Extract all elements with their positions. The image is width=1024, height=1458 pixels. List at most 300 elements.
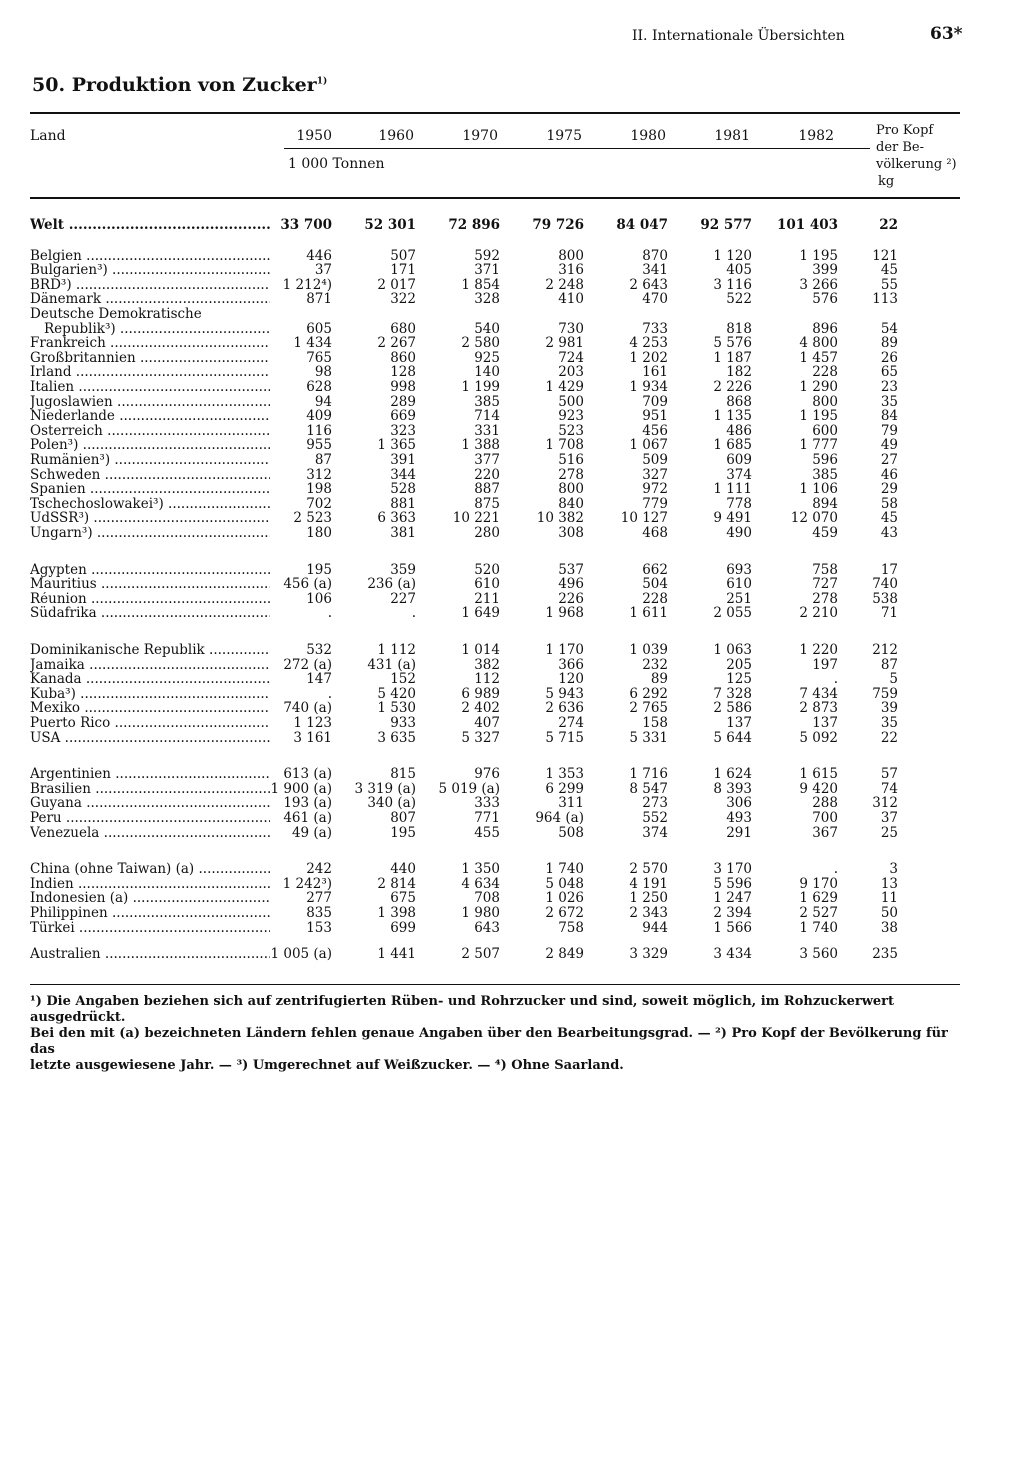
table-row [0,826,1024,841]
cell-1980: 232 [642,656,668,673]
cell-1981: 2 226 [713,379,752,395]
cell-per-capita: 13 [880,875,898,892]
cell-per-capita: 87 [880,656,898,673]
cell-1980: 327 [642,466,668,483]
cell-1970: 382 [474,656,500,673]
cell-1960: 5 420 [377,685,416,702]
per-capita-line-3: völkerung ²) [876,157,957,172]
cell-1970: 2 507 [461,946,500,963]
cell-1960: 528 [390,481,416,498]
cell-1981: 486 [726,422,752,439]
table-row [0,592,1024,607]
cell-1970: 328 [474,291,500,308]
cell-1975: 5 943 [545,685,584,702]
row-label: Rumänien³) ..... [30,453,270,468]
cell-1981: 205 [726,656,752,673]
cell-1950: 1 005 (a) [270,946,332,963]
cell-1982: 1 777 [799,437,838,454]
cell-1975: 1 968 [545,605,584,622]
cell-1960: 1 365 [377,437,416,454]
cell-1982: 1 615 [799,766,838,783]
cell-per-capita: 84 [880,408,898,425]
cell-1970: 371 [474,262,500,279]
cell-1980: 4 253 [629,335,668,352]
cell-1982: 596 [812,452,838,468]
cell-1981: 5 596 [713,875,752,892]
cell-1970: 1 388 [461,437,500,454]
cell-1960: 860 [390,349,416,366]
cell-per-capita: 43 [880,525,898,541]
row-label: Réunion ..... [30,592,270,607]
cell-1960: 3 635 [377,729,416,746]
cell-1980: 1 067 [629,437,668,454]
cell-1950: . [327,685,332,702]
cell-1975: 508 [558,824,584,841]
cell-1982: 800 [812,393,838,410]
row-label: Kuba³) ..... [30,687,270,702]
cell-1981: 5 644 [713,729,752,746]
cell-1981: 405 [726,262,752,279]
cell-1960: 2 814 [377,875,416,892]
cell-1975: 964 (a) [535,810,584,826]
table-row [0,811,1024,826]
cell-1980: 1 611 [629,605,668,622]
cell-1981: 1 135 [713,408,752,425]
cell-1970: 540 [474,320,500,337]
cell-1950: 98 [314,364,332,381]
cell-1981: 693 [726,561,752,578]
cell-1975: 1 429 [545,379,584,395]
year-header-1980: 1980 [630,128,666,144]
cell-1980: 2 570 [629,861,668,878]
row-label: Jamaika ..... [30,658,270,673]
cell-1970: 407 [474,715,500,731]
cell-1982: 2 527 [799,905,838,921]
cell-1970: 1 350 [461,861,500,878]
table-row [0,526,1024,541]
cell-1970: 5 019 (a) [438,780,500,797]
cell-1950: 446 [306,247,332,264]
cell-1970: 2 580 [461,335,500,352]
cell-1950: 33 700 [280,217,332,233]
cell-1981: 2 055 [713,605,752,622]
cell-1950: 835 [306,905,332,921]
table-row [0,862,1024,877]
table-row [0,249,1024,264]
cell-1960: 507 [390,247,416,264]
row-label: UdSSR³) ..... [30,511,270,526]
year-header-1960: 1960 [378,128,414,144]
running-head: II. Internationale Übersichten [632,28,845,44]
cell-1981: 1 187 [713,349,752,366]
cell-1982: 1 106 [799,481,838,498]
cell-1960: 359 [390,561,416,578]
cell-1982: 1 740 [799,919,838,936]
row-label: Großbritannien ..... [30,351,270,366]
cell-1975: 366 [558,656,584,673]
cell-1970: 1 854 [461,276,500,293]
cell-per-capita: 58 [880,495,898,512]
table-row [0,497,1024,512]
cell-1970: 331 [474,422,500,439]
cell-1980: 228 [642,590,668,607]
cell-1975: 6 299 [545,780,584,797]
cell-per-capita: 71 [880,605,898,622]
table-row [0,380,1024,395]
cell-1980: 5 331 [629,729,668,746]
cell-1980: 273 [642,795,668,812]
cell-1950: 1 123 [293,715,332,731]
cell-per-capita: 74 [880,780,898,797]
table-row [0,409,1024,424]
footnote-line-2: Bei den mit (a) bezeichneten Ländern fehlen genaue Angaben über den Bearbeitungsgrad. — ²) Pro Kopf der Bevölkerung für das [30,1026,948,1057]
cell-1975: 5 048 [545,875,584,892]
cell-1981: 868 [726,393,752,410]
table-row [0,658,1024,673]
footnote-line-1: ¹) Die Angaben beziehen sich auf zentrifugierten Rüben- und Rohrzucker und sind, soweit möglich, im Rohzuckerwert ausgedrückt. [30,994,895,1025]
cell-1950: 180 [306,525,332,541]
per-capita-header [876,122,957,190]
cell-1975: 203 [558,364,584,381]
cell-1980: 552 [642,810,668,826]
row-label: Brasilien ..... [30,782,270,797]
cell-1975: 1 708 [545,437,584,454]
cell-1980: 870 [642,247,668,264]
cell-1980: 709 [642,393,668,410]
cell-1982: 9 420 [799,780,838,797]
cell-per-capita: 11 [880,890,898,907]
table-row [0,782,1024,797]
top-rule [30,112,960,114]
cell-1975: 840 [558,495,584,512]
table-row [0,482,1024,497]
table-row [0,687,1024,702]
table-row [0,424,1024,439]
cell-1981: 374 [726,466,752,483]
table-row [0,395,1024,410]
cell-per-capita: 49 [880,437,898,454]
cell-1950: 1 212⁴) [282,276,332,293]
cell-1950: 193 (a) [283,795,332,812]
cell-1982: 9 170 [799,875,838,892]
cell-1960: 2 017 [377,276,416,293]
year-header-1970: 1970 [462,128,498,144]
cell-1950: 1 242³) [282,875,332,892]
cell-per-capita: 54 [880,320,898,337]
table-row [0,796,1024,811]
cell-1970: 714 [474,408,500,425]
cell-per-capita: 39 [880,700,898,717]
table-row [0,278,1024,293]
cell-per-capita: 3 [889,861,898,878]
cell-1980: 3 329 [629,946,668,963]
cell-1980: 84 047 [616,217,668,233]
table-row [0,716,1024,731]
cell-1975: 2 248 [545,276,584,293]
cell-1960: 322 [390,291,416,308]
cell-1960: . [411,605,416,622]
cell-1980: 10 127 [620,510,668,527]
row-label: Republik³) ..... [44,322,270,337]
row-label: China (ohne Taiwan) (a) ..... [30,862,270,877]
cell-1982: 894 [812,495,838,512]
cell-per-capita: 5 [889,671,898,688]
cell-1981: 251 [726,590,752,607]
cell-1950: 532 [306,642,332,658]
row-label: Ungarn³) ..... [30,526,270,541]
table-row [0,906,1024,921]
table-row [0,263,1024,278]
cell-1981: 3 434 [713,946,752,963]
cell-1982: 385 [812,466,838,483]
cell-1982: 228 [812,364,838,381]
cell-1960: 933 [390,715,416,731]
cell-1950: 87 [314,452,332,468]
table-row [0,438,1024,453]
cell-1975: 523 [558,422,584,439]
row-label: USA ..... [30,731,270,746]
cell-1982: 1 629 [799,890,838,907]
cell-per-capita: 312 [872,795,898,812]
cell-1975: 2 849 [545,946,584,963]
cell-1970: 771 [474,810,500,826]
row-label: Südafrika ..... [30,606,270,621]
cell-1975: 724 [558,349,584,366]
footnote-rule [30,984,960,985]
row-label: Australien ..... [30,947,270,962]
cell-1970: 708 [474,890,500,907]
cell-1970: 6 989 [461,685,500,702]
cell-1982: 896 [812,320,838,337]
cell-1980: 972 [642,481,668,498]
cell-1960: 1 112 [377,642,416,658]
row-label: Kanada ..... [30,672,270,687]
cell-1981: 2 586 [713,700,752,717]
cell-1960: 1 398 [377,905,416,921]
cell-1960: 381 [390,525,416,541]
cell-1975: 516 [558,452,584,468]
cell-1970: 112 [474,671,500,688]
cell-1950: 272 (a) [283,656,332,673]
cell-1981: 778 [726,495,752,512]
table-row [0,351,1024,366]
table-row [0,643,1024,658]
cell-1975: 5 715 [545,729,584,746]
cell-1982: 1 195 [799,408,838,425]
cell-1980: 470 [642,291,668,308]
row-label: BRD³) ..... [30,278,270,293]
row-label: Venezuela ..... [30,826,270,841]
cell-1980: 662 [642,561,668,578]
cell-1970: 2 402 [461,700,500,717]
cell-1981: 125 [726,671,752,688]
cell-1981: 1 063 [713,642,752,658]
cell-1982: 1 220 [799,642,838,658]
cell-1980: 733 [642,320,668,337]
cell-1970: 140 [474,364,500,381]
cell-1981: 1 111 [713,481,752,498]
cell-1975: 278 [558,466,584,483]
cell-1982: 1 290 [799,379,838,395]
cell-1970: 1 199 [461,379,500,395]
cell-1950: 871 [306,291,332,308]
cell-1980: 1 716 [629,766,668,783]
cell-per-capita: 35 [880,393,898,410]
cell-1970: 385 [474,393,500,410]
table-row [0,891,1024,906]
cell-per-capita: 25 [880,824,898,841]
cell-per-capita: 740 [872,576,898,593]
cell-1970: 5 327 [461,729,500,746]
row-label: Irland ..... [30,365,270,380]
cell-1970: 280 [474,525,500,541]
table-row [0,468,1024,483]
cell-1960: 1 441 [377,946,416,963]
cell-1950: 2 523 [293,510,332,527]
cell-per-capita: 29 [880,481,898,498]
cell-per-capita: 27 [880,452,898,468]
cell-1975: 79 726 [532,217,584,233]
cell-1975: 1 170 [545,642,584,658]
cell-1981: 291 [726,824,752,841]
row-label: Österreich ..... [30,424,270,439]
cell-1950: . [327,605,332,622]
cell-1982: 727 [812,576,838,593]
table-number: 50. [32,74,66,96]
row-label: Belgien ..... [30,249,270,264]
cell-1970: 520 [474,561,500,578]
cell-1981: 1 566 [713,919,752,936]
row-label: Schweden ..... [30,468,270,483]
cell-1975: 226 [558,590,584,607]
table-row [0,672,1024,687]
cell-1950: 1 900 (a) [270,780,332,797]
cell-1982: 3 560 [799,946,838,963]
cell-per-capita: 17 [880,561,898,578]
cell-1980: 456 [642,422,668,439]
cell-per-capita: 212 [872,642,898,658]
cell-1982: 3 266 [799,276,838,293]
cell-1960: 431 (a) [367,656,416,673]
cell-1982: 137 [812,715,838,731]
cell-1960: 227 [390,590,416,607]
table-row [0,606,1024,621]
cell-1950: 613 (a) [283,766,332,783]
row-label: Indien ..... [30,877,270,892]
row-label: Frankreich ..... [30,336,270,351]
cell-1950: 456 (a) [283,576,332,593]
cell-1980: 468 [642,525,668,541]
cell-1981: 9 491 [713,510,752,527]
cell-1970: 211 [474,590,500,607]
cell-1975: 500 [558,393,584,410]
cell-1982: 5 092 [799,729,838,746]
cell-1975: 120 [558,671,584,688]
cell-1950: 147 [306,671,332,688]
cell-1970: 643 [474,919,500,936]
cell-1982: 101 403 [776,217,838,233]
cell-1950: 628 [306,379,332,395]
cell-1970: 925 [474,349,500,366]
cell-per-capita: 45 [880,510,898,527]
cell-per-capita: 38 [880,919,898,936]
cell-per-capita: 235 [872,946,898,963]
column-header-land: Land [30,128,66,144]
cell-1980: 1 039 [629,642,668,658]
cell-1950: 955 [306,437,332,454]
cell-1960: 2 267 [377,335,416,352]
table-row [0,453,1024,468]
cell-1981: 5 576 [713,335,752,352]
cell-1981: 1 247 [713,890,752,907]
table-row [0,877,1024,892]
table-row [0,292,1024,307]
row-label: Deutsche Demokratische [30,307,202,322]
table-title-text: Produktion von Zucker [71,74,317,96]
table-row [0,511,1024,526]
cell-per-capita: 37 [880,810,898,826]
cell-1960: 440 [390,861,416,878]
cell-1975: 410 [558,291,584,308]
year-header-1981: 1981 [714,128,750,144]
cell-1950: 461 (a) [283,810,332,826]
cell-1975: 537 [558,561,584,578]
cell-1982: 2 873 [799,700,838,717]
cell-1980: 341 [642,262,668,279]
row-label: Philippinen ..... [30,906,270,921]
cell-1981: 609 [726,452,752,468]
cell-1950: 106 [306,590,332,607]
cell-1980: 374 [642,824,668,841]
cell-1970: 610 [474,576,500,593]
page-number: 63* [930,24,963,44]
table-row [0,921,1024,936]
row-label: Ägypten ..... [30,563,270,578]
cell-1950: 198 [306,481,332,498]
cell-per-capita: 57 [880,766,898,783]
per-capita-line-4: kg [878,174,895,189]
cell-1975: 316 [558,262,584,279]
cell-1960: 815 [390,766,416,783]
cell-1970: 377 [474,452,500,468]
cell-1960: 3 319 (a) [354,780,416,797]
cell-1960: 344 [390,466,416,483]
cell-1980: 6 292 [629,685,668,702]
cell-1980: 158 [642,715,668,731]
cell-1960: 171 [390,262,416,279]
year-header-1982: 1982 [798,128,834,144]
cell-per-capita: 45 [880,262,898,279]
cell-1982: 576 [812,291,838,308]
cell-1981: 137 [726,715,752,731]
cell-1970: 455 [474,824,500,841]
cell-1981: 522 [726,291,752,308]
cell-1982: 4 800 [799,335,838,352]
cell-1970: 976 [474,766,500,783]
cell-1950: 153 [306,919,332,936]
cell-1960: 680 [390,320,416,337]
footnote-line-3: letzte ausgewiesene Jahr. — ³) Umgerechnet auf Weißzucker. — ⁴) Ohne Saarland. [30,1058,624,1073]
cell-1975: 2 636 [545,700,584,717]
table-row [0,701,1024,716]
cell-per-capita: 22 [879,217,898,233]
unit-label: 1 000 Tonnen [288,156,385,172]
per-capita-line-2: der Be- [876,140,925,155]
cell-1970: 4 634 [461,875,500,892]
cell-1960: 669 [390,408,416,425]
cell-1960: 236 (a) [367,576,416,593]
cell-1950: 702 [306,495,332,512]
